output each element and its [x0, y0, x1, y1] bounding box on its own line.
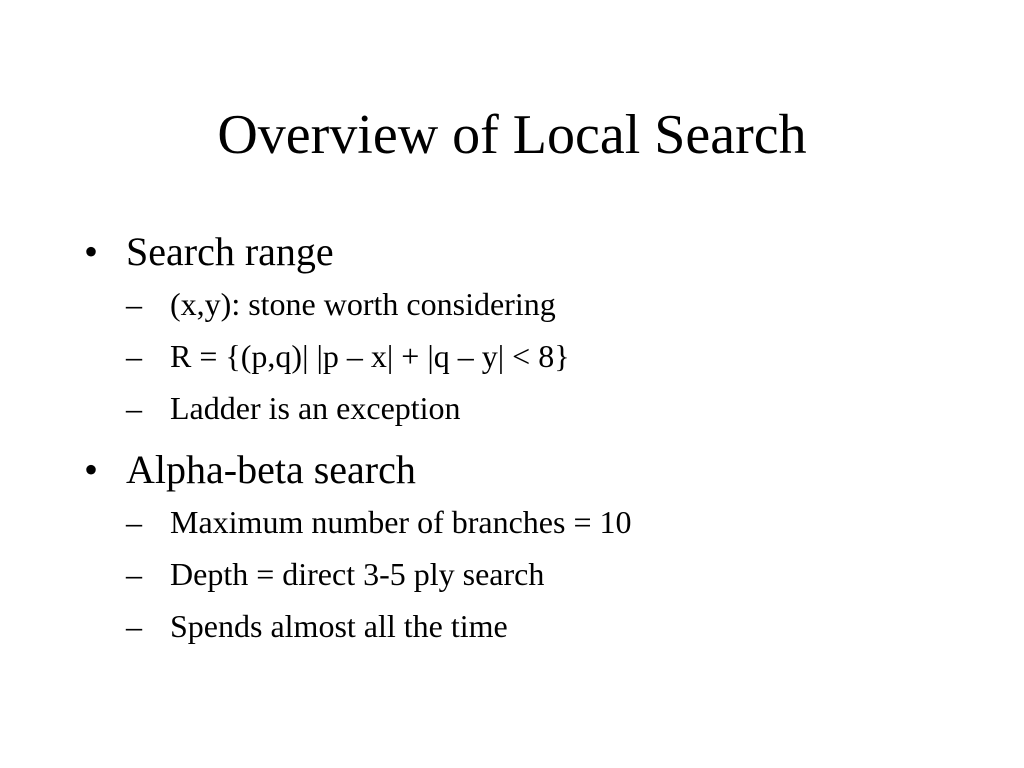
- sub-bullet-text: R = {(p,q)| |p – x| + |q – y| < 8}: [170, 338, 570, 374]
- sub-bullet-text: (x,y): stone worth considering: [170, 286, 556, 322]
- bullet-icon: •: [84, 229, 99, 274]
- dash-icon: –: [126, 608, 142, 644]
- dash-icon: –: [126, 338, 142, 374]
- bullet-text: Search range: [126, 229, 334, 274]
- slide-title: Overview of Local Search: [217, 104, 807, 166]
- bullet-item-alpha-beta-search: [84, 444, 984, 652]
- sub-bullet-item: [126, 496, 984, 548]
- sub-bullet-text: Depth = direct 3-5 ply search: [170, 556, 545, 592]
- sub-bullet-item: [126, 600, 984, 652]
- sub-bullet-item: [126, 330, 984, 382]
- sub-bullet-list: [126, 278, 984, 434]
- sub-bullet-text: Spends almost all the time: [170, 608, 508, 644]
- sub-bullet-item: [126, 382, 984, 434]
- dash-icon: –: [126, 390, 142, 426]
- sub-bullet-item: [126, 548, 984, 600]
- dash-icon: –: [126, 556, 142, 592]
- dash-icon: –: [126, 504, 142, 540]
- bullet-list: [84, 226, 984, 662]
- bullet-text: Alpha-beta search: [126, 447, 416, 492]
- bullet-icon: •: [84, 447, 99, 492]
- sub-bullet-text: Maximum number of branches = 10: [170, 504, 632, 540]
- sub-bullet-item: [126, 278, 984, 330]
- dash-icon: –: [126, 286, 142, 322]
- sub-bullet-list: [126, 496, 984, 652]
- bullet-item-search-range: [84, 226, 984, 434]
- sub-bullet-text: Ladder is an exception: [170, 390, 461, 426]
